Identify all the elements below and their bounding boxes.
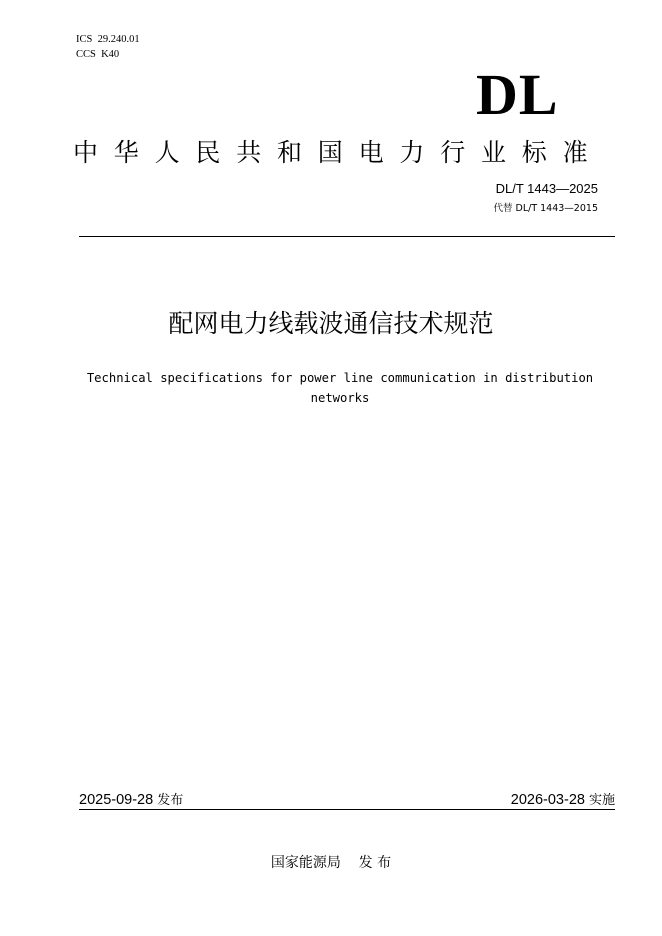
standard-code: DL/T 1443—2025 (495, 181, 598, 196)
issue-date: 2025-09-28 (79, 792, 154, 808)
publisher-name: 国家能源局 (270, 855, 341, 871)
classification-codes (76, 32, 140, 62)
implement-date: 2026-03-28 (510, 792, 585, 808)
issue-date-line (79, 790, 183, 811)
document-title-chinese: 配网电力线载波通信技术规范 (168, 309, 494, 338)
ics-code: ICS 29.240.01 (76, 34, 140, 45)
organization-title: 中华人民共和国电力行业标准 (73, 138, 604, 167)
issue-label: 发布 (157, 793, 184, 808)
ccs-code: CCS K40 (76, 49, 120, 60)
footer-divider (79, 809, 615, 810)
document-title-english: Technical specifications for power line communication in distribution networks (86, 371, 594, 405)
dl-logo: DL (476, 62, 559, 127)
replaces-code: 代替 DL/T 1443—2015 (493, 203, 598, 214)
implement-label: 实施 (588, 793, 615, 808)
header-divider (79, 236, 615, 237)
implement-date-line (511, 790, 615, 811)
publisher-line (0, 852, 662, 874)
publisher-action: 发 布 (358, 855, 392, 871)
